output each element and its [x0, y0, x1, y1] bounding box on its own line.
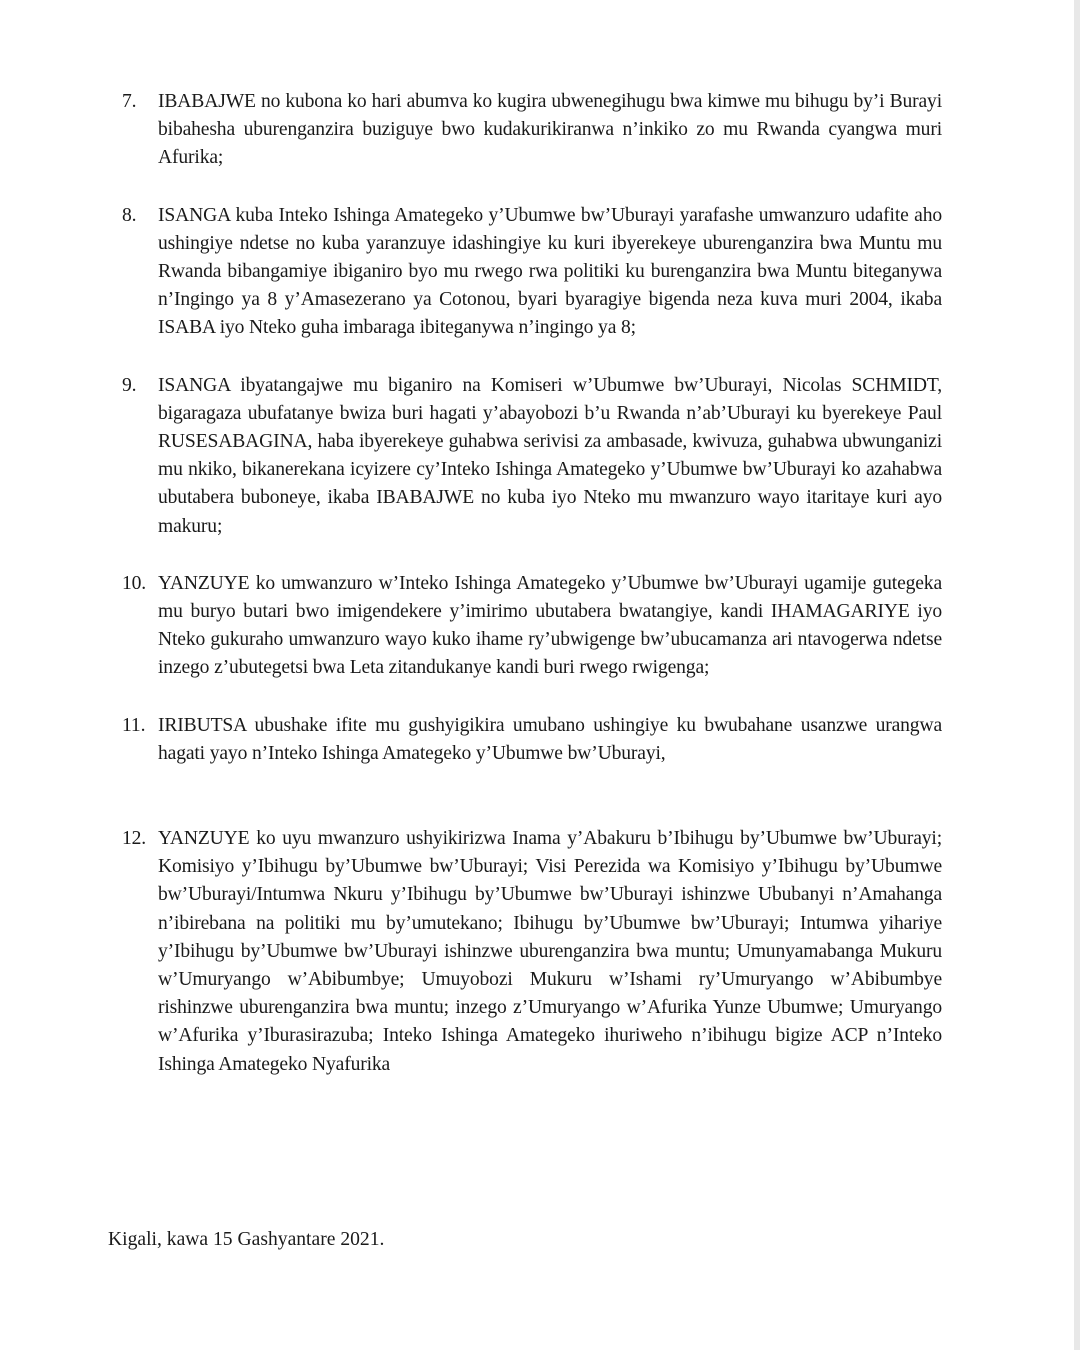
- list-item-12: [122, 825, 942, 1079]
- list-item-11: [122, 712, 942, 768]
- item-number: 10.: [122, 572, 147, 594]
- item-number: 11.: [122, 714, 146, 736]
- list-item-8: [122, 202, 942, 343]
- place-and-date: Kigali, kawa 15 Gashyantare 2021.: [108, 1229, 385, 1250]
- item-text: YANZUYE ko uyu mwanzuro ushyikirizwa Inama y’Abakuru b’Ibihugu by’Ubumwe bw’Uburayi; Komisiyo y’Ibihugu by’Ubumwe bw’Uburayi; Visi Perezida wa Komisiyo y’Ibihugu by’Ubumwe bw’Uburayi/Intumwa Nkuru y’Ibihugu by’Ubumwe bw’Uburayi ishinzwe Ububanyi n’Amahanga n’ibirebana na politiki mu by’umutekano; Ibihugu by’Ubumwe bw’Uburayi; Intumwa yihariye y’Ibihugu by’Ubumwe bw’Uburayi ishinzwe uburenganzira bwa muntu; Umunyamabanga Mukuru w’Umuryango w’Abibumbye; Umuyobozi Mukuru w’Ishami ry’Umuryango w’Abibumbye rishinzwe uburenganzira bwa muntu; inzego z’Umuryango w’Afurika Yunze Ubumwe; Umuryango w’Afurika y’Iburasirazuba; Inteko Ishinga Amategeko ihuriweho n’ibihugu bigize ACP n’Inteko Ishinga Amategeko Nyafurika: [158, 828, 942, 1075]
- item-number: 9.: [122, 374, 137, 396]
- item-text: IRIBUTSA ubushake ifite mu gushyigikira umubano ushingiye ku bwubahane usanzwe urangwa hagati yayo n’Inteko Ishinga Amategeko y’Ubumwe bw’Uburayi,: [158, 714, 942, 764]
- resolution-list: [122, 88, 942, 1079]
- item-text: ISANGA ibyatangajwe mu biganiro na Komiseri w’Ubumwe bw’Uburayi, Nicolas SCHMIDT, bigaragaza ubufatanye bwiza buri hagati y’abayobozi b’u Rwanda n’ab’Uburayi ku byerekeye Paul RUSESABAGINA, haba ibyerekeye guhabwa serivisi za ambasade, kwivuza, guhabwa ubwunganizi mu nkiko, bikanerekana icyizere cy’Inteko Ishinga Amategeko y’Ubumwe bw’Uburayi ko azahabwa ubutabera buboneye, ikaba IBABAJWE no kuba iyo Nteko mu mwanzuro wayo itaritaye kuri ayo makuru;: [158, 374, 942, 537]
- item-number: 12.: [122, 828, 147, 850]
- list-item-10: [122, 570, 942, 683]
- page-edge-strip: [1074, 0, 1080, 1350]
- item-number: 7.: [122, 91, 137, 112]
- list-item-9: [122, 372, 942, 541]
- list-item-7: [122, 88, 942, 173]
- item-text: IBABAJWE no kubona ko hari abumva ko kugira ubwenegihugu bwa kimwe mu bihugu by’i Burayi bibahesha uburenganzira buziguye bwo kudakurikiranwa n’inkiko zo mu Rwanda cyangwa muri Afurika;: [158, 91, 942, 169]
- item-number: 8.: [122, 204, 137, 226]
- item-text: ISANGA kuba Inteko Ishinga Amategeko y’Ubumwe bw’Uburayi yarafashe umwanzuro udafite aho ushingiye ndetse no kuba yaranzuye idashingiye ku kuri ibyerekeye uburenganzira bwa Muntu mu Rwanda bibangamiye ibiganiro byo mu rwego rwa politiki ku burenganzira bwa Muntu biteganywa n’Ingingo ya 8 y’Amasezerano ya Cotonou, byari byaragiye bigenda neza kuva muri 2004, ikaba ISABA iyo Nteko guha imbaraga ibiteganywa n’ingingo ya 8;: [158, 204, 942, 339]
- item-text: YANZUYE ko umwanzuro w’Inteko Ishinga Amategeko y’Ubumwe bw’Uburayi ugamije gutegeka mu buryo butari bwo imigendekere y’imirimo ubutabera bwatangiye, kandi IHAMAGARIYE iyo Nteko gukuraho umwanzuro wayo kuko ihame ry’ubwigenge bw’ubucamanza ari ntavogerwa ndetse inzego z’ubutegetsi bwa Leta zitandukanye kandi buri rwego rwigenga;: [158, 572, 942, 679]
